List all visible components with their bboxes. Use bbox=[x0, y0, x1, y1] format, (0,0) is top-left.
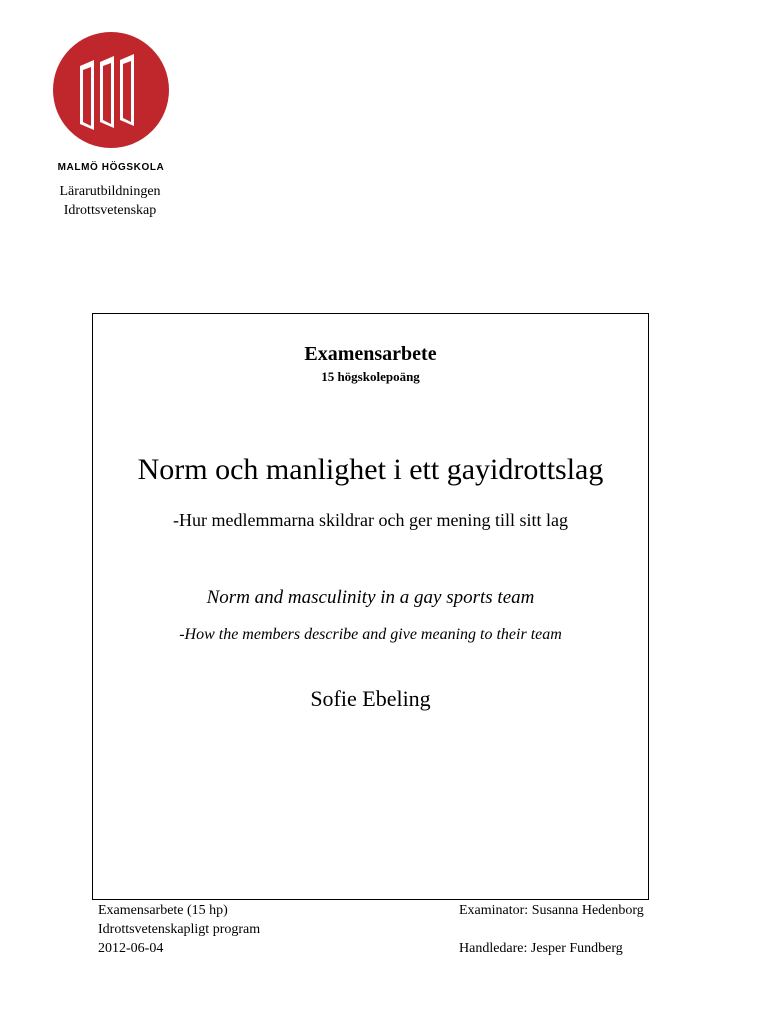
footer-course: Examensarbete (15 hp) bbox=[98, 903, 228, 918]
footer-program: Idrottsvetenskapligt program bbox=[98, 922, 261, 937]
document-type-heading: Examensarbete bbox=[304, 343, 437, 365]
thesis-title-english: Norm and masculinity in a gay sports team bbox=[206, 587, 535, 608]
thesis-title-swedish: Norm och manlighet i ett gayidrottslag bbox=[137, 453, 604, 486]
author-name: Sofie Ebeling bbox=[310, 686, 431, 711]
department-block bbox=[40, 182, 180, 220]
thesis-subtitle-english: -How the members describe and give meaning to their team bbox=[179, 626, 562, 643]
cover-frame bbox=[92, 313, 649, 900]
footer-program-info bbox=[98, 901, 260, 958]
logo-wordmark: MALMÖ HÖGSKOLA bbox=[57, 162, 165, 173]
credits-label: 15 högskolepoäng bbox=[321, 369, 420, 384]
footer-examiner: Examinator: Susanna Hedenborg bbox=[459, 903, 644, 918]
department-line-2: Idrottsvetenskap bbox=[63, 203, 157, 218]
footer-date: 2012-06-04 bbox=[98, 941, 164, 956]
thesis-subtitle-swedish: -Hur medlemmarna skildrar och ger mening till sitt lag bbox=[173, 510, 568, 530]
university-logo bbox=[50, 32, 172, 172]
footer-supervisor: Handledare: Jesper Fundberg bbox=[459, 941, 623, 956]
logo-emblem-icon bbox=[50, 32, 172, 154]
department-line-1: Lärarutbildningen bbox=[59, 184, 161, 199]
footer-staff-info bbox=[459, 901, 644, 958]
